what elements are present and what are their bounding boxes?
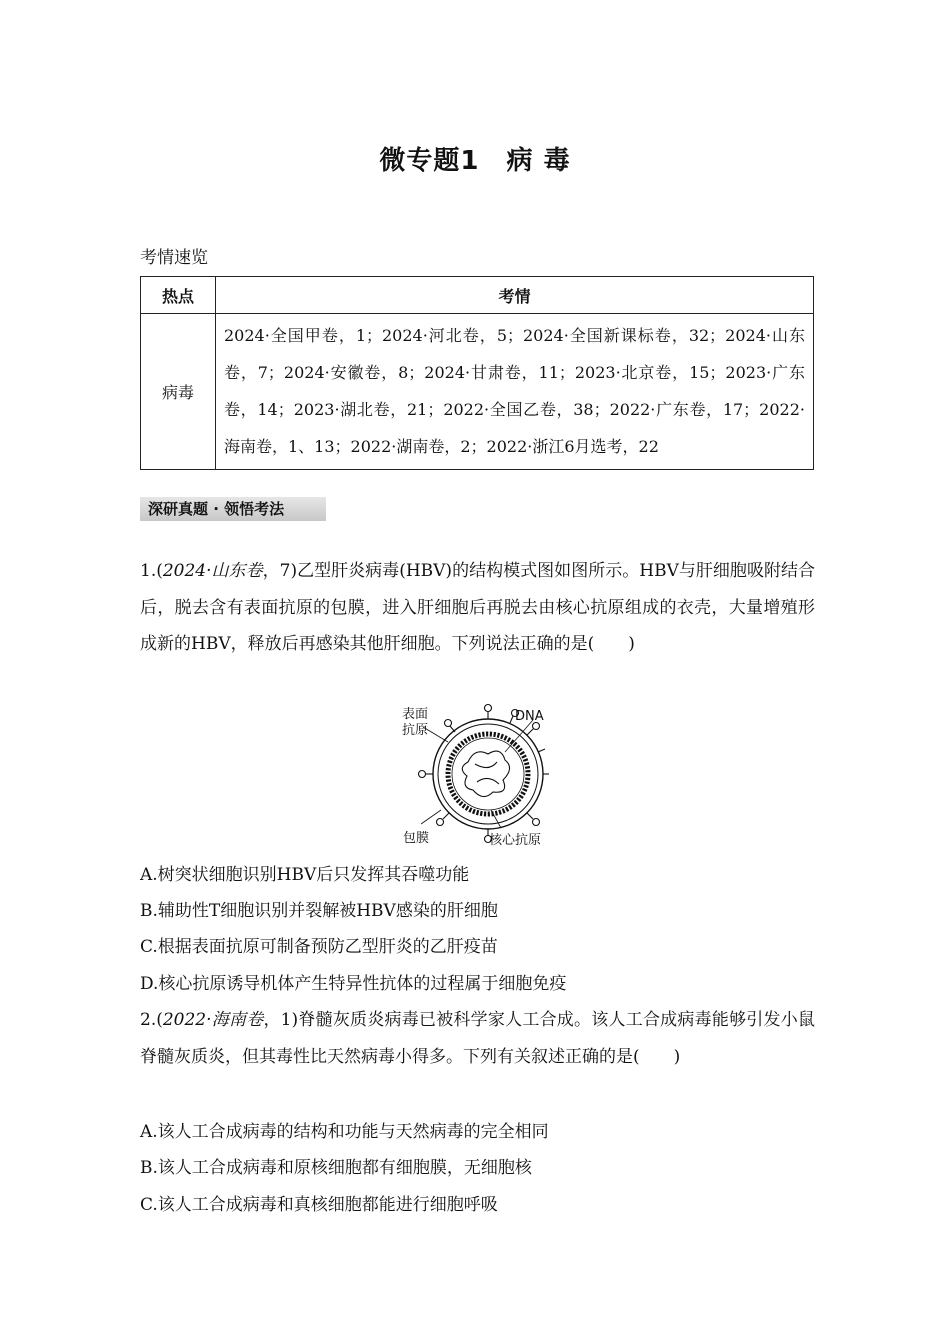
- table-header-row: [141, 277, 814, 314]
- question-2-option-b[interactable]: B.该人工合成病毒和原核细胞都有细胞膜，无细胞核: [140, 1158, 532, 1178]
- label-envelope: 包膜: [403, 831, 430, 846]
- question-2-source: 2022·海南卷: [162, 1010, 264, 1030]
- question-1-option-b[interactable]: B.辅助性T细胞识别并裂解被HBV感染的肝细胞: [140, 901, 498, 921]
- question-2-prefix: 2.(: [140, 1010, 163, 1030]
- topic-cell: 病毒: [141, 314, 216, 470]
- question-2-option-a[interactable]: A.该人工合成病毒的结构和功能与天然病毒的完全相同: [140, 1122, 549, 1142]
- label-surface-antigen-2: 抗原: [402, 723, 429, 738]
- label-core-antigen: 核心抗原: [489, 833, 542, 848]
- question-1-text: ，7)乙型肝炎病毒(HBV)的结构模式图如图所示。HBV与肝细胞吸附结合后，脱去含有表面抗原的包膜，进入肝细胞后再脱去由核心抗原组成的衣壳，大量增殖形成新的HBV，释放后再感染其他肝细胞。下列说法正确的是( ): [140, 561, 816, 654]
- question-1-source: 2024·山东卷: [162, 561, 263, 581]
- question-2-option-c[interactable]: C.该人工合成病毒和真核细胞都能进行细胞呼吸: [140, 1195, 498, 1215]
- question-1-stem: [140, 553, 815, 663]
- label-surface-antigen-1: 表面: [402, 707, 429, 722]
- question-2-text: ，1)脊髓灰质炎病毒已被科学家人工合成。该人工合成病毒能够引发小鼠脊髓灰质炎，但其毒性比天然病毒小得多。下列有关叙述正确的是( ): [140, 1010, 815, 1067]
- header-detail: 考情: [216, 277, 814, 314]
- header-topic: 热点: [141, 277, 216, 314]
- detail-cell: 2024·全国甲卷，1；2024·河北卷，5；2024·全国新课标卷，32；2024·山东卷，7；2024·安徽卷，8；2024·甘肃卷，11；2023·北京卷，15；2023·广东卷，14；2023·湖北卷，21；2022·全国乙卷，38；2022·广东卷，17；2022·海南卷，1、13；2022·湖南卷，2；2022·浙江6月选考，22: [216, 314, 814, 470]
- question-2-stem: [140, 1002, 815, 1075]
- label-dna: DNA: [515, 709, 544, 724]
- table-row: [141, 314, 814, 470]
- overview-label: 考情速览: [140, 248, 208, 268]
- question-1-option-a[interactable]: A.树突状细胞识别HBV后只发挥其吞噬功能: [140, 865, 470, 885]
- section-banner: 深研真题 · 领悟考法: [140, 497, 326, 521]
- page-title: 微专题1 病 毒: [379, 146, 571, 176]
- hbv-structure-diagram: [393, 702, 553, 852]
- question-1-prefix: 1.(: [140, 561, 163, 581]
- overview-table: [140, 276, 814, 470]
- question-1-option-c[interactable]: C.根据表面抗原可制备预防乙型肝炎的乙肝疫苗: [140, 937, 498, 957]
- question-1-option-d[interactable]: D.核心抗原诱导机体产生特异性抗体的过程属于细胞免疫: [140, 974, 567, 994]
